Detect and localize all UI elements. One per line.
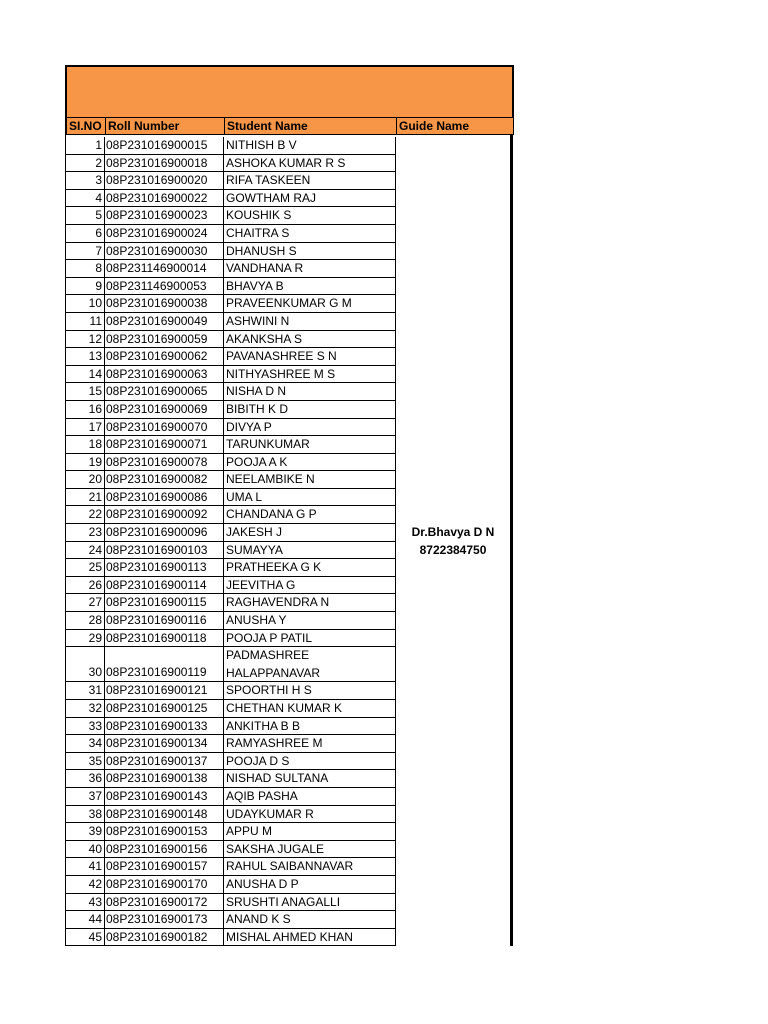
table-row bbox=[65, 735, 396, 753]
student-name-cell[interactable]: UDAYKUMAR R bbox=[224, 806, 396, 823]
table-row bbox=[65, 225, 396, 243]
table-row bbox=[65, 911, 396, 929]
student-name-cell[interactable]: AQIB PASHA bbox=[224, 788, 396, 805]
roll-number-cell[interactable]: 08P231016900157 bbox=[105, 858, 224, 875]
roll-number-cell[interactable]: 08P231016900170 bbox=[105, 876, 224, 893]
table-row bbox=[65, 894, 396, 912]
roll-number-cell[interactable]: 08P231016900115 bbox=[105, 594, 224, 611]
header-guide-name[interactable]: Guide Name bbox=[397, 118, 514, 134]
student-name-cell[interactable]: ANUSHA D P bbox=[224, 876, 396, 893]
header-sl-no[interactable]: SI.NO bbox=[67, 118, 106, 134]
guide-cell[interactable] bbox=[396, 135, 513, 946]
table-row bbox=[65, 753, 396, 771]
roll-number-cell[interactable]: 08P231016900114 bbox=[105, 577, 224, 594]
sl-no-cell[interactable]: 3 bbox=[66, 172, 105, 189]
roll-number-cell[interactable]: 08P231016900024 bbox=[105, 225, 224, 242]
table-row bbox=[65, 295, 396, 313]
guide-name: Dr.Bhavya D N bbox=[411, 524, 495, 539]
sl-no-cell[interactable]: 23 bbox=[66, 524, 105, 541]
roll-number-cell[interactable]: 08P231016900020 bbox=[105, 172, 224, 189]
table-row bbox=[65, 858, 396, 876]
roll-number-cell[interactable]: 08P231016900121 bbox=[105, 682, 224, 699]
student-name-cell[interactable]: NISHAD SULTANA bbox=[224, 770, 396, 787]
roll-number-cell[interactable]: 08P231016900078 bbox=[105, 454, 224, 471]
sl-no-cell[interactable]: 36 bbox=[66, 770, 105, 787]
roll-number-cell[interactable]: 08P231016900156 bbox=[105, 841, 224, 858]
roll-number-cell[interactable]: 08P231016900086 bbox=[105, 489, 224, 506]
student-name-cell[interactable]: DHANUSH S bbox=[224, 243, 396, 260]
table-row bbox=[65, 647, 396, 682]
roll-number-cell[interactable]: 08P231016900015 bbox=[105, 137, 224, 154]
sl-no-cell[interactable]: 21 bbox=[66, 489, 105, 506]
student-name-cell[interactable]: NEELAMBIKE N bbox=[224, 471, 396, 488]
table-row bbox=[65, 190, 396, 208]
roll-number-cell[interactable]: 08P231016900023 bbox=[105, 207, 224, 224]
table-row bbox=[65, 770, 396, 788]
student-name-cell[interactable]: ASHWINI N bbox=[224, 313, 396, 330]
sl-no-cell[interactable]: 24 bbox=[66, 542, 105, 559]
table-body bbox=[65, 137, 514, 946]
roll-number-cell[interactable]: 08P231016900118 bbox=[105, 630, 224, 647]
header-roll-number[interactable]: Roll Number bbox=[106, 118, 225, 134]
table-row bbox=[65, 524, 396, 542]
student-name-cell[interactable]: CHANDANA G P bbox=[224, 506, 396, 523]
student-name-cell[interactable]: MISHAL AHMED KHAN bbox=[224, 929, 396, 946]
table-row bbox=[65, 155, 396, 173]
student-name-cell[interactable]: PRAVEENKUMAR G M bbox=[224, 295, 396, 312]
sl-no-cell[interactable]: 39 bbox=[66, 823, 105, 840]
student-name-cell[interactable]: BHAVYA B bbox=[224, 278, 396, 295]
table-row bbox=[65, 260, 396, 278]
roll-number-cell[interactable]: 08P231016900138 bbox=[105, 770, 224, 787]
sl-no-cell[interactable]: 4 bbox=[66, 190, 105, 207]
table-row bbox=[65, 806, 396, 824]
student-name-cell[interactable]: ASHOKA KUMAR R S bbox=[224, 155, 396, 172]
student-name-cell[interactable]: RAHUL SAIBANNAVAR bbox=[224, 858, 396, 875]
student-name-cell[interactable]: CHAITRA S bbox=[224, 225, 396, 242]
roll-number-cell[interactable]: 08P231016900065 bbox=[105, 383, 224, 400]
sl-no-cell[interactable]: 45 bbox=[66, 929, 105, 946]
table-row bbox=[65, 542, 396, 560]
student-name-cell[interactable]: ANUSHA Y bbox=[224, 612, 396, 629]
student-guide-sheet bbox=[65, 65, 514, 946]
table-row bbox=[65, 366, 396, 384]
table-row bbox=[65, 454, 396, 472]
table-row bbox=[65, 383, 396, 401]
table-row bbox=[65, 577, 396, 595]
student-name-cell[interactable]: PADMASHREE HALAPPANAVAR bbox=[224, 647, 396, 681]
table-row bbox=[65, 506, 396, 524]
roll-number-cell[interactable]: 08P231016900148 bbox=[105, 806, 224, 823]
table-row bbox=[65, 419, 396, 437]
roll-number-cell[interactable]: 08P231016900182 bbox=[105, 929, 224, 946]
roll-number-cell[interactable]: 08P231016900137 bbox=[105, 753, 224, 770]
sl-no-cell[interactable]: 8 bbox=[66, 260, 105, 277]
roll-number-cell[interactable]: 08P231016900049 bbox=[105, 313, 224, 330]
student-name-cell[interactable]: POOJA A K bbox=[224, 454, 396, 471]
student-name-cell[interactable]: RAGHAVENDRA N bbox=[224, 594, 396, 611]
sl-no-cell[interactable]: 22 bbox=[66, 506, 105, 523]
roll-number-cell[interactable]: 08P231016900119 bbox=[105, 647, 224, 681]
sl-no-cell[interactable]: 12 bbox=[66, 331, 105, 348]
roll-number-cell[interactable]: 08P231016900070 bbox=[105, 419, 224, 436]
sl-no-cell[interactable]: 26 bbox=[66, 577, 105, 594]
table-row bbox=[65, 630, 396, 648]
sl-no-cell[interactable]: 2 bbox=[66, 155, 105, 172]
student-name-cell[interactable]: SUMAYYA bbox=[224, 542, 396, 559]
student-name-cell[interactable]: NITHISH B V bbox=[224, 137, 396, 154]
student-name-cell[interactable]: POOJA D S bbox=[224, 753, 396, 770]
guide-phone: 8722384750 bbox=[419, 542, 487, 557]
table-row bbox=[65, 788, 396, 806]
sl-no-cell[interactable]: 6 bbox=[66, 225, 105, 242]
roll-number-cell[interactable]: 08P231016900096 bbox=[105, 524, 224, 541]
sl-no-cell[interactable]: 28 bbox=[66, 612, 105, 629]
sl-no-cell[interactable]: 10 bbox=[66, 295, 105, 312]
table-row bbox=[65, 594, 396, 612]
sl-no-cell[interactable]: 41 bbox=[66, 858, 105, 875]
sl-no-cell[interactable]: 29 bbox=[66, 630, 105, 647]
sl-no-cell[interactable]: 31 bbox=[66, 682, 105, 699]
student-name-cell[interactable]: TARUNKUMAR bbox=[224, 436, 396, 453]
student-name-cell[interactable]: AKANKSHA S bbox=[224, 331, 396, 348]
roll-number-cell[interactable]: 08P231016900030 bbox=[105, 243, 224, 260]
roll-number-cell[interactable]: 08P231016900113 bbox=[105, 559, 224, 576]
sl-no-cell[interactable]: 37 bbox=[66, 788, 105, 805]
student-name-cell[interactable]: GOWTHAM RAJ bbox=[224, 190, 396, 207]
table-row bbox=[65, 612, 396, 630]
roll-number-cell[interactable]: 08P231016900134 bbox=[105, 735, 224, 752]
student-name-cell[interactable]: SPOORTHI H S bbox=[224, 682, 396, 699]
table-row bbox=[65, 137, 396, 155]
sl-no-cell[interactable]: 33 bbox=[66, 718, 105, 735]
student-name-cell[interactable]: KOUSHIK S bbox=[224, 207, 396, 224]
table-row bbox=[65, 313, 396, 331]
table-row bbox=[65, 718, 396, 736]
table-row bbox=[65, 682, 396, 700]
sl-no-cell[interactable]: 17 bbox=[66, 419, 105, 436]
sl-no-cell[interactable]: 18 bbox=[66, 436, 105, 453]
student-name-cell[interactable]: PAVANASHREE S N bbox=[224, 348, 396, 365]
sl-no-cell[interactable]: 32 bbox=[66, 700, 105, 717]
sl-no-cell[interactable]: 15 bbox=[66, 383, 105, 400]
sl-no-cell[interactable]: 11 bbox=[66, 313, 105, 330]
roll-number-cell[interactable]: 08P231016900038 bbox=[105, 295, 224, 312]
sl-no-cell[interactable]: 43 bbox=[66, 894, 105, 911]
student-name-cell[interactable]: JEEVITHA G bbox=[224, 577, 396, 594]
sl-no-cell[interactable]: 13 bbox=[66, 348, 105, 365]
roll-number-cell[interactable]: 08P231016900172 bbox=[105, 894, 224, 911]
student-name-cell[interactable]: PRATHEEKA G K bbox=[224, 559, 396, 576]
table-row bbox=[65, 278, 396, 296]
sl-no-cell[interactable]: 30 bbox=[66, 647, 105, 681]
roll-number-cell[interactable]: 08P231016900059 bbox=[105, 331, 224, 348]
sl-no-cell[interactable]: 42 bbox=[66, 876, 105, 893]
table-row bbox=[65, 401, 396, 419]
roll-number-cell[interactable]: 08P231146900053 bbox=[105, 278, 224, 295]
table-row bbox=[65, 471, 396, 489]
table-row bbox=[65, 436, 396, 454]
table-row bbox=[65, 207, 396, 225]
student-rows bbox=[65, 137, 396, 946]
table-row bbox=[65, 243, 396, 261]
student-name-cell[interactable]: ANAND K S bbox=[224, 911, 396, 928]
roll-number-cell[interactable]: 08P231016900103 bbox=[105, 542, 224, 559]
table-row bbox=[65, 700, 396, 718]
student-name-cell[interactable]: SAKSHA JUGALE bbox=[224, 841, 396, 858]
sl-no-cell[interactable]: 40 bbox=[66, 841, 105, 858]
roll-number-cell[interactable]: 08P231016900092 bbox=[105, 506, 224, 523]
sl-no-cell[interactable]: 7 bbox=[66, 243, 105, 260]
roll-number-cell[interactable]: 08P231016900062 bbox=[105, 348, 224, 365]
roll-number-cell[interactable]: 08P231016900022 bbox=[105, 190, 224, 207]
sl-no-cell[interactable]: 9 bbox=[66, 278, 105, 295]
sl-no-cell[interactable]: 19 bbox=[66, 454, 105, 471]
table-row bbox=[65, 929, 396, 947]
roll-number-cell[interactable]: 08P231016900173 bbox=[105, 911, 224, 928]
roll-number-cell[interactable]: 08P231016900143 bbox=[105, 788, 224, 805]
roll-number-cell[interactable]: 08P231016900063 bbox=[105, 366, 224, 383]
sl-no-cell[interactable]: 25 bbox=[66, 559, 105, 576]
title-banner bbox=[65, 65, 514, 118]
student-name-cell[interactable]: NISHA D N bbox=[224, 383, 396, 400]
sl-no-cell[interactable]: 38 bbox=[66, 806, 105, 823]
sl-no-cell[interactable]: 27 bbox=[66, 594, 105, 611]
table-row bbox=[65, 348, 396, 366]
roll-number-cell[interactable]: 08P231146900014 bbox=[105, 260, 224, 277]
student-name-cell[interactable]: UMA L bbox=[224, 489, 396, 506]
student-name-cell[interactable]: RAMYASHREE M bbox=[224, 735, 396, 752]
student-name-cell[interactable]: SRUSHTI ANAGALLI bbox=[224, 894, 396, 911]
sl-no-cell[interactable]: 5 bbox=[66, 207, 105, 224]
table-row bbox=[65, 841, 396, 859]
student-name-cell[interactable]: NITHYASHREE M S bbox=[224, 366, 396, 383]
student-name-cell[interactable]: VANDHANA R bbox=[224, 260, 396, 277]
roll-number-cell[interactable]: 08P231016900071 bbox=[105, 436, 224, 453]
sl-no-cell[interactable]: 44 bbox=[66, 911, 105, 928]
student-name-cell[interactable]: JAKESH J bbox=[224, 524, 396, 541]
sl-no-cell[interactable]: 20 bbox=[66, 471, 105, 488]
roll-number-cell[interactable]: 08P231016900125 bbox=[105, 700, 224, 717]
student-name-cell[interactable]: RIFA TASKEEN bbox=[224, 172, 396, 189]
roll-number-cell[interactable]: 08P231016900082 bbox=[105, 471, 224, 488]
table-row bbox=[65, 559, 396, 577]
roll-number-cell[interactable]: 08P231016900018 bbox=[105, 155, 224, 172]
column-header-row bbox=[65, 118, 514, 135]
sl-no-cell[interactable]: 14 bbox=[66, 366, 105, 383]
student-name-cell[interactable]: POOJA P PATIL bbox=[224, 630, 396, 647]
roll-number-cell[interactable]: 08P231016900133 bbox=[105, 718, 224, 735]
roll-number-cell[interactable]: 08P231016900116 bbox=[105, 612, 224, 629]
student-name-cell[interactable]: CHETHAN KUMAR K bbox=[224, 700, 396, 717]
sl-no-cell[interactable]: 1 bbox=[66, 137, 105, 154]
table-row bbox=[65, 172, 396, 190]
student-name-cell[interactable]: BIBITH K D bbox=[224, 401, 396, 418]
student-name-cell[interactable]: APPU M bbox=[224, 823, 396, 840]
header-student-name[interactable]: Student Name bbox=[225, 118, 397, 134]
roll-number-cell[interactable]: 08P231016900153 bbox=[105, 823, 224, 840]
sl-no-cell[interactable]: 34 bbox=[66, 735, 105, 752]
table-row bbox=[65, 331, 396, 349]
table-row bbox=[65, 489, 396, 507]
sl-no-cell[interactable]: 35 bbox=[66, 753, 105, 770]
table-row bbox=[65, 823, 396, 841]
student-name-cell[interactable]: ANKITHA B B bbox=[224, 718, 396, 735]
roll-number-cell[interactable]: 08P231016900069 bbox=[105, 401, 224, 418]
table-row bbox=[65, 876, 396, 894]
sl-no-cell[interactable]: 16 bbox=[66, 401, 105, 418]
student-name-cell[interactable]: DIVYA P bbox=[224, 419, 396, 436]
